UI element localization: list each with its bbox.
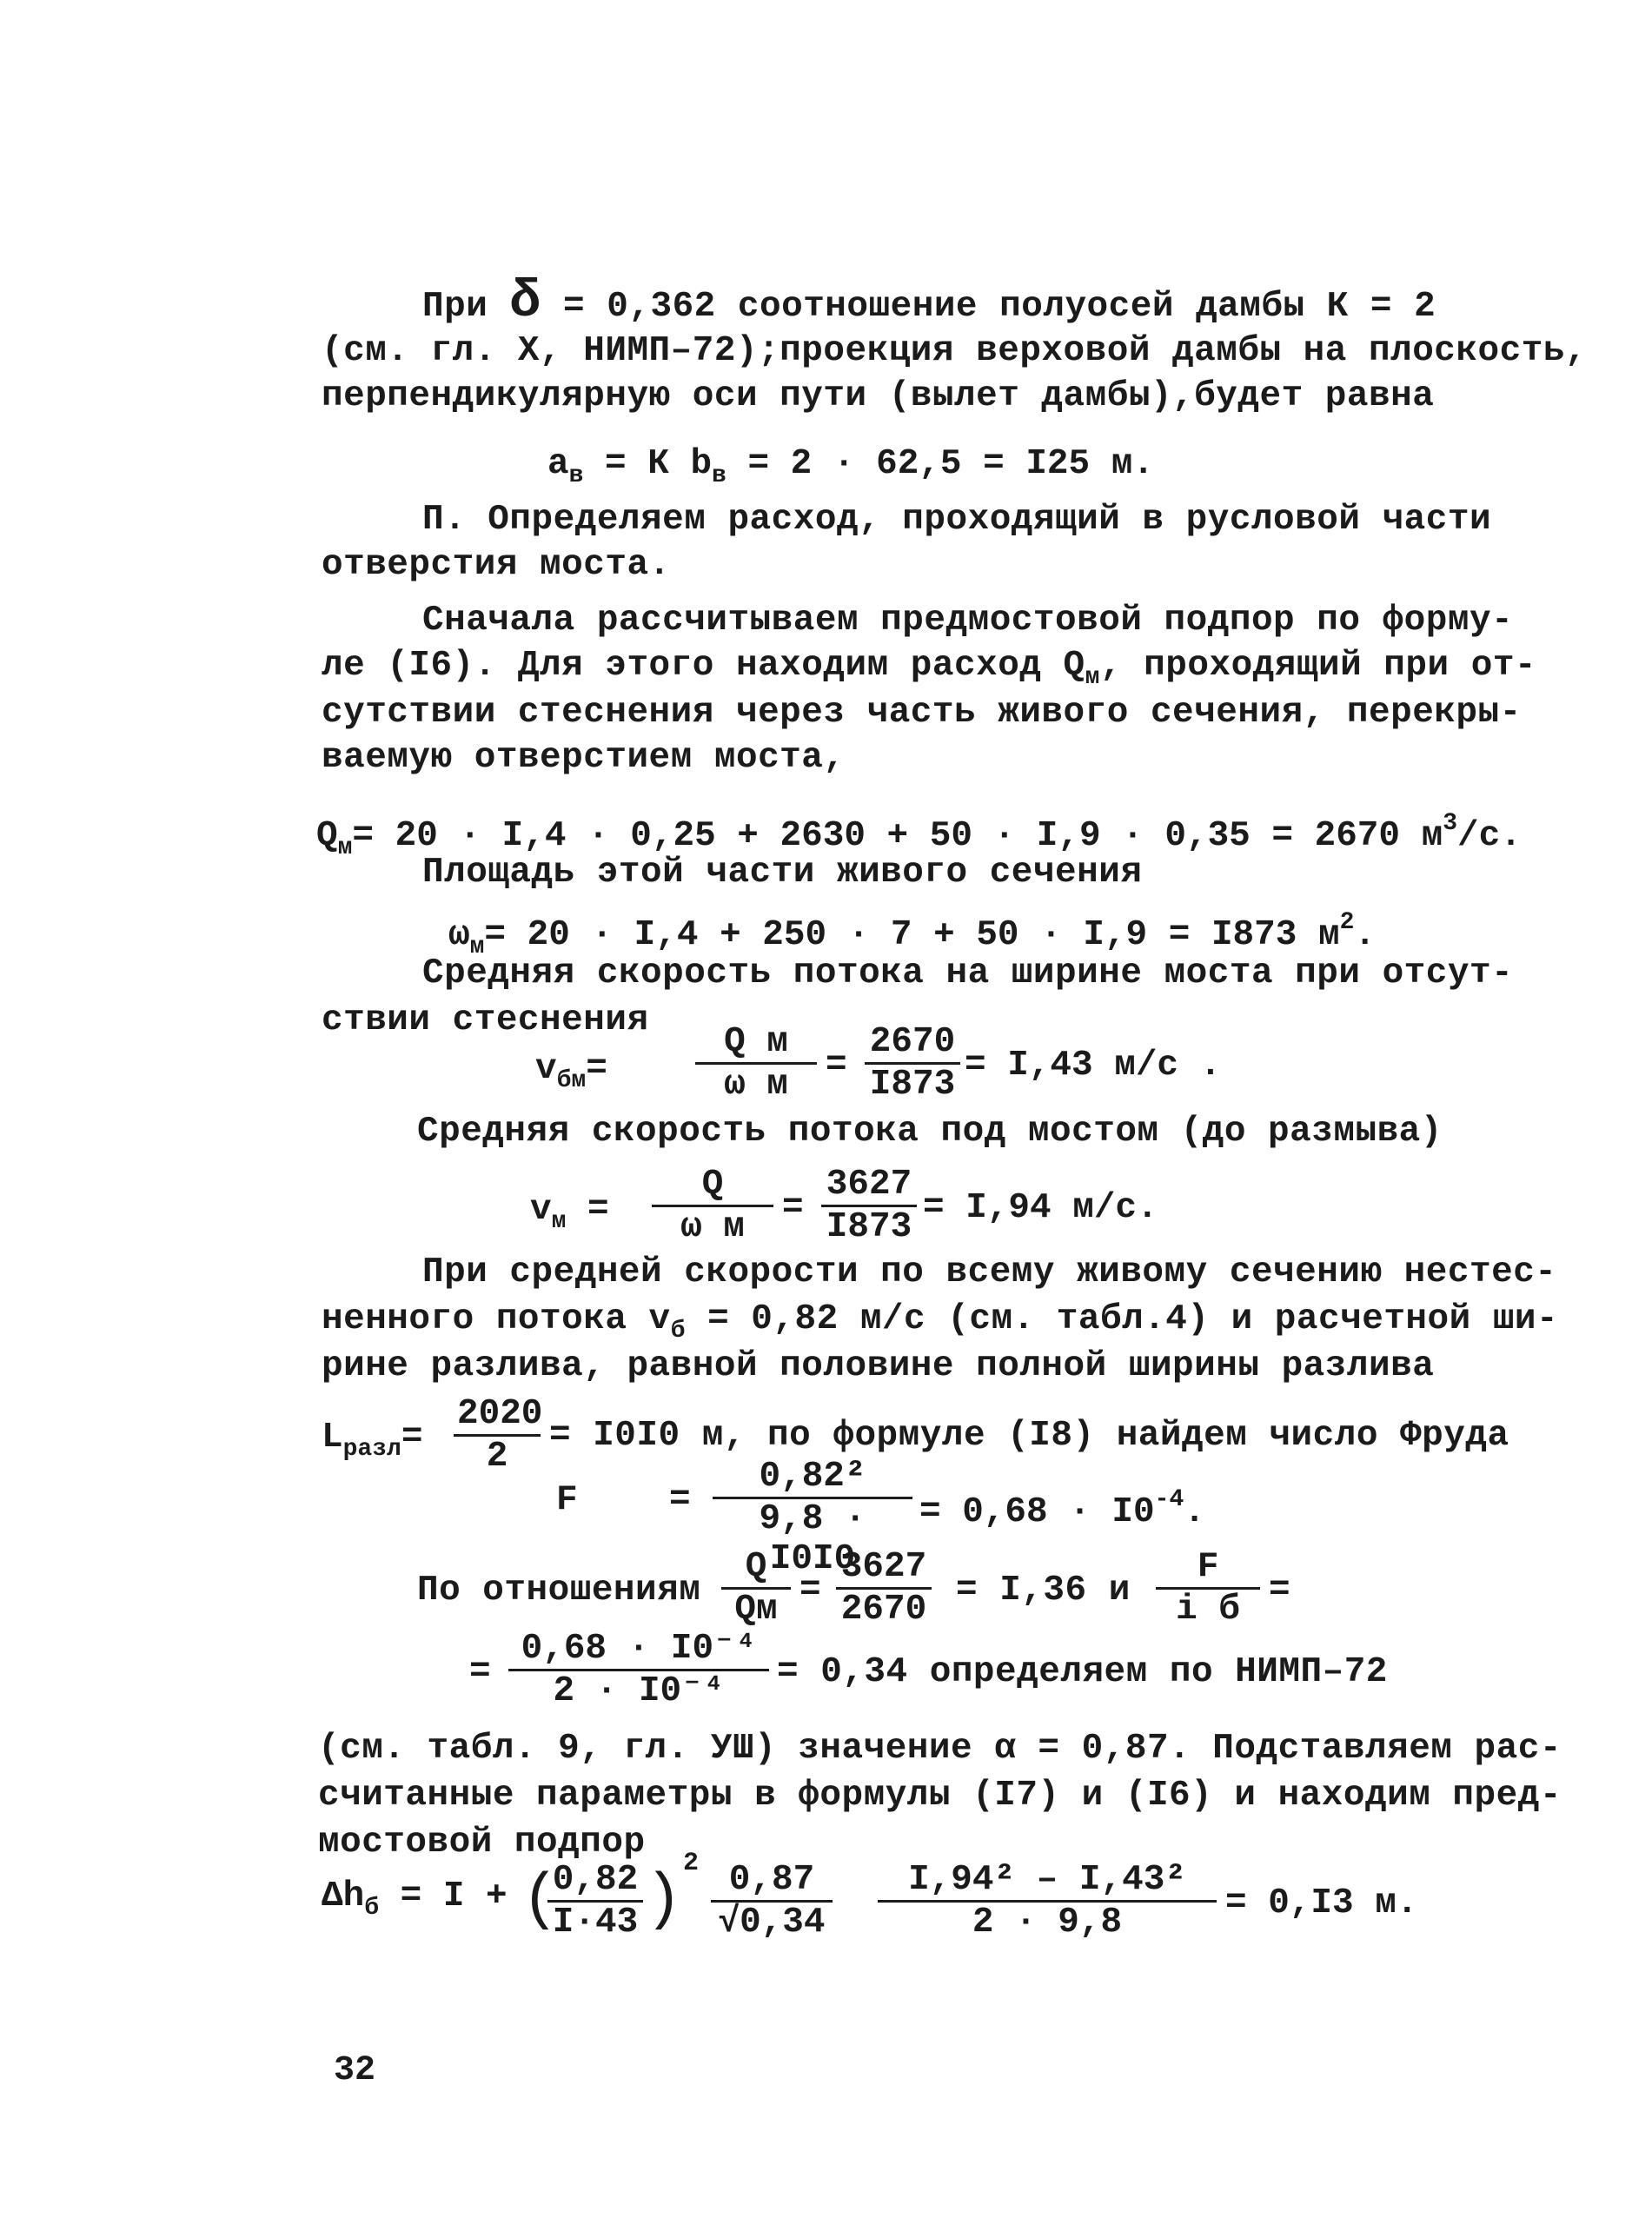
- fraction: $\frac{\text{I,94² – I,43²}}{2 \cdot 9,8}$: [878, 1860, 1217, 1943]
- line: При средней скорости по всему живому сечению нестес-: [422, 1252, 1557, 1292]
- result: = $0,68 \cdot I0^{-4}$.: [919, 1486, 1205, 1532]
- result: = I,94 м/с.: [923, 1188, 1158, 1228]
- line: считанные параметры в формулы (I7) и (I6) и находим пред-: [318, 1776, 1562, 1816]
- line: При δ = 0,362 соотношение полуосей дамбы К = 2: [422, 273, 1436, 332]
- line: = I,36 и: [956, 1571, 1131, 1611]
- line: (см. табл. 9, гл. УШ) значение α = 0,87. Подставляем рас-: [318, 1729, 1562, 1769]
- result: = 0,I3 м.: [1225, 1883, 1418, 1923]
- L-label: $L_{разл}=$: [322, 1418, 423, 1463]
- page-number: 32: [334, 2051, 376, 2090]
- exponent: 2: [683, 1849, 700, 1878]
- F-label: F: [556, 1480, 578, 1520]
- equals: =: [799, 1571, 821, 1611]
- equals: =: [826, 1046, 847, 1086]
- line: ваемую отверстием моста,: [322, 738, 846, 778]
- velocity-label: $v_м$ =: [530, 1190, 609, 1235]
- delta-symbol: δ: [509, 273, 541, 332]
- line: = I0I0 м, по формуле (I8) найдем число Фруда: [549, 1416, 1509, 1456]
- fraction: Q ω м: [652, 1165, 773, 1247]
- fraction: $\frac{\text{0,82²}}{9,8 \cdot I0I0}$: [713, 1457, 912, 1579]
- fraction: $\frac{3627}{I873}$: [821, 1165, 917, 1247]
- fraction: $\frac{3627}{2670}$: [836, 1547, 932, 1630]
- line: отверстия моста.: [322, 545, 671, 585]
- line: По отношениям: [417, 1571, 701, 1611]
- equals: =: [782, 1188, 804, 1228]
- line: ненного потока $v_б = 0,82$ м/с (см. табл.4) и расчетной ши-: [322, 1299, 1559, 1345]
- line: сутствии стеснения через часть живого сечения, перекры-: [322, 693, 1522, 733]
- formula-a-v: $a_в = К$ $b_в = 2 \cdot 62,5 = I25$ м.: [547, 444, 1154, 489]
- velocity-label: $v_{бм}=$: [535, 1049, 607, 1094]
- fraction: $\frac{0,87}{√0,34}$: [711, 1860, 833, 1943]
- equals: =: [469, 1652, 491, 1692]
- line: рине разлива, равной половине полной ширины разлива: [322, 1346, 1435, 1386]
- fraction: Q Qм: [721, 1547, 791, 1630]
- equals: =: [669, 1480, 691, 1520]
- line: Средняя скорость потока под мостом (до размыва): [417, 1112, 1443, 1152]
- line: ле (I6). Для этого находим расход $Q_м$, проходящий при от-: [322, 646, 1537, 691]
- line: мостовой подпор: [318, 1823, 646, 1863]
- right-paren: ): [645, 1864, 683, 1936]
- fraction: $\frac{2670}{I873}$: [865, 1022, 960, 1105]
- line: Средняя скорость потока на ширине моста при отсут-: [422, 953, 1514, 993]
- line: (см. гл. Х, НИМП–72);проекция верховой дамбы на плоскость,: [322, 331, 1588, 371]
- line: = 0,34 определяем по НИМП–72: [777, 1652, 1388, 1692]
- fraction: Q м ω м: [695, 1022, 817, 1105]
- equals: =: [1269, 1571, 1290, 1611]
- left-paren: (: [521, 1864, 560, 1936]
- line: перпендикулярную оси пути (вылет дамбы),будет равна: [322, 376, 1435, 416]
- delta-h-label: $\Delta h_б = I$ +: [322, 1876, 508, 1922]
- line: Площадь этой части живого сечения: [422, 853, 1143, 893]
- fraction: $\frac{2020}{2}$: [454, 1394, 541, 1477]
- result: = I,43 м/с .: [965, 1046, 1222, 1086]
- line: ствии стеснения: [322, 1000, 649, 1040]
- fraction: $\frac{0,82}{I\cdot 43}$: [547, 1860, 643, 1943]
- formula-qm: $Q_м= 20 \cdot I,4 \cdot 0,25 + 2630 + 50 \cdot I,9 \cdot 0,35 = 2670$ $м^3/с$.: [316, 810, 1522, 861]
- line: Сначала рассчитываем предмостовой подпор по форму-: [422, 601, 1514, 641]
- fraction: $\frac{\text{0,68 · I0⁻⁴}}{\text{2 · I0⁻⁴}}$: [508, 1629, 769, 1711]
- fraction: F i б: [1156, 1547, 1260, 1630]
- line: П. Определяем расход, проходящий в русловой части: [422, 500, 1492, 540]
- formula-omega: $\omega_м= 20 \cdot I,4 + 250 \cdot 7 + 50 \cdot I,9 = I873$ $м^2$.: [448, 909, 1377, 960]
